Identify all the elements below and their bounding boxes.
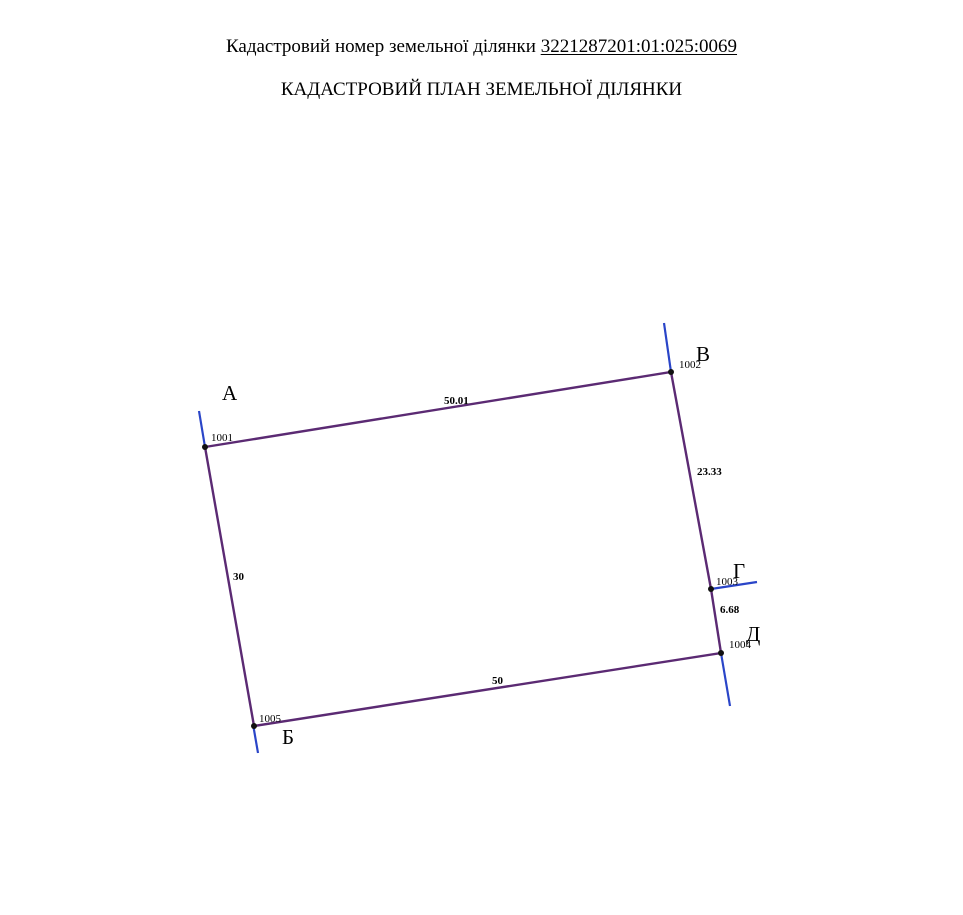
neighbor-boundary-d	[721, 653, 730, 706]
plan-title: КАДАСТРОВИЙ ПЛАН ЗЕМЕЛЬНОЇ ДІЛЯНКИ	[280, 79, 683, 100]
segment-length-1001-1002: 50.01	[444, 395, 469, 407]
segment-length-1005-1001: 30	[233, 571, 244, 583]
vertex-1003	[708, 586, 714, 592]
vertex-number-1002: 1002	[679, 359, 701, 371]
neighbor-boundary-a	[199, 411, 205, 447]
vertex-number-1005: 1005	[259, 713, 281, 725]
vertex-1001	[202, 444, 208, 450]
vertex-number-1004: 1004	[729, 639, 751, 651]
segment-length-1004-1005: 50	[492, 675, 503, 687]
vertex-number-1001: 1001	[211, 432, 233, 444]
vertex-letter-a: А	[222, 381, 238, 405]
vertex-letter-b: Б	[282, 725, 295, 749]
parcel-boundary	[205, 372, 721, 726]
vertex-letter-g: Г	[733, 559, 746, 583]
vertex-letter-d: Д	[746, 622, 761, 646]
vertex-number-1003: 1003	[716, 576, 738, 588]
segment-length-1003-1004: 6.68	[720, 604, 740, 616]
vertex-1002	[668, 369, 674, 375]
cadastral-number: 3221287201:01:025:0069	[540, 36, 738, 57]
vertex-1004	[718, 650, 724, 656]
cadastral-number-label: Кадастровий номер земельної ділянки	[225, 36, 536, 57]
vertex-1005	[251, 723, 257, 729]
vertex-letter-v: В	[696, 342, 711, 366]
neighbor-boundary-v	[664, 323, 671, 372]
segment-length-1002-1003: 23.33	[697, 466, 722, 478]
